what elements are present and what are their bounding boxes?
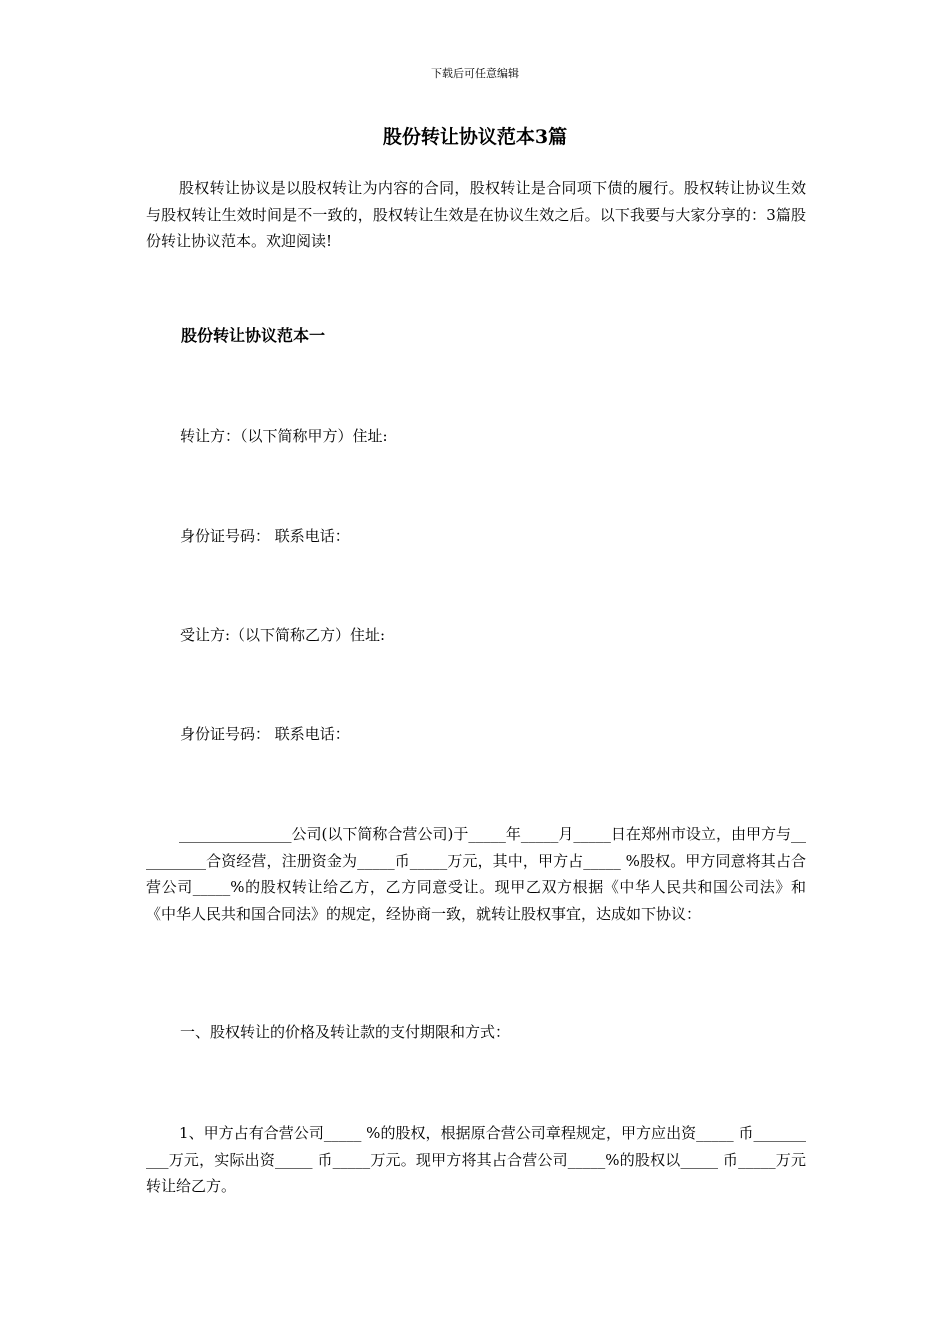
clause-item-paragraph: 1、甲方占有合营公司_____ %的股权，根据原合营公司章程规定，甲方应出资_____ 币__________万元，实际出资_____ 币_____万元。现甲方将其占合营公司_____%的股权以_____ 币_____万元转让给乙方。 [146,1124,806,1195]
download-note: 下载后可任意编辑 [431,67,519,80]
intro-paragraph: 股权转让协议是以股权转让为内容的合同，股权转让是合同项下债的履行。股权转让协议生效与股权转让生效时间是不一致的，股权转让生效是在协议生效之后。以下我要与大家分享的：3篇股份转让协议范本。欢迎阅读! [146,179,806,250]
transferor-id-line: 身份证号码： 联系电话： [180,527,350,545]
transferee-id-line: 身份证号码： 联系电话： [180,725,350,743]
transferee-line: 受让方:（以下简称乙方）住址: [180,626,386,644]
clause-heading: 一、股权转让的价格及转让款的支付期限和方式： [180,1023,511,1041]
preamble-paragraph: _______________公司(以下简称合营公司)于_____年_____月_____日在郑州市设立，由甲方与__________合资经营，注册资金为_____币_____万元，其中，甲方占_____ %股权。甲方同意将其占合营公司_____%的股权转让给乙方，乙方同意受让。现甲乙双方根据《中华人民共和国公司法》和《中华人民共和国合同法》的规定，经协商一致，就转让股权事宜，达成如下协议： [146,825,806,923]
transferor-line: 转让方：（以下简称甲方）住址: [180,427,388,445]
document-title: 股份转让协议范本3篇 [382,126,568,148]
section-heading: 股份转让协议范本一 [181,326,326,345]
